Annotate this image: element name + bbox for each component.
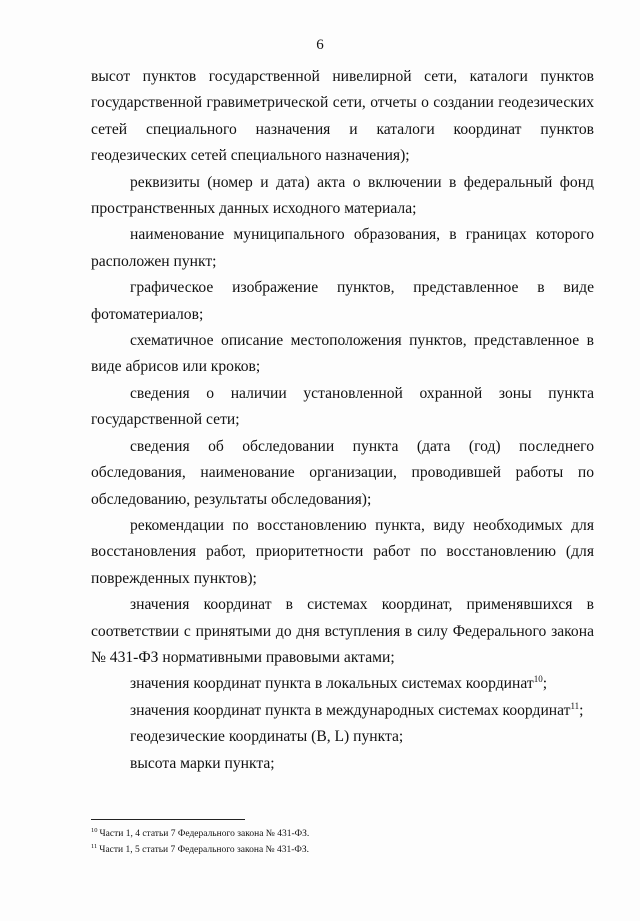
footnote-reference: 11	[570, 700, 580, 711]
body-text	[91, 64, 594, 777]
paragraph: схематичное описание местоположения пунктов, представленное в виде абрисов или кроков;	[91, 332, 594, 376]
paragraph: наименование муниципального образования, в границах которого расположен пункт;	[91, 226, 594, 270]
footnote: $^{10}$ Части 1, 4 статьи 7 Федерального закона № 431-ФЗ.	[91, 826, 310, 839]
paragraph: значения координат пункта в локальных системах координат$^{10}$;	[130, 674, 548, 693]
paragraph: значения координат в системах координат, применявшихся в соответствии с принятыми до дня вступления в силу Федерального закона № 431-ФЗ нормативными правовыми актами;	[91, 596, 594, 666]
paragraph: высота марки пункта;	[130, 754, 275, 772]
footnote-number: 11	[91, 842, 98, 850]
footnotes	[91, 826, 591, 858]
paragraph: значения координат пункта в международных системах координат$^{11}$;	[130, 700, 584, 719]
footnote-separator	[91, 819, 245, 820]
footnote-number: 10	[91, 826, 98, 834]
footnote: $^{11}$ Части 1, 5 статьи 7 Федерального закона № 431-ФЗ.	[91, 842, 310, 855]
footnote-reference: 10	[533, 674, 543, 685]
paragraph: высот пунктов государственной нивелирной сети, каталоги пунктов государственной гравиметрической сети, отчеты о создании геодезических сетей специального назначения и каталоги координат пунктов геодезических сетей специального назначения);	[91, 68, 594, 165]
page-number: 6	[316, 37, 324, 53]
paragraph: геодезические координаты (B, L) пункта;	[130, 728, 404, 746]
paragraph: графическое изображение пунктов, представленное в виде фотоматериалов;	[91, 279, 594, 323]
paragraph: реквизиты (номер и дата) акта о включении в федеральный фонд пространственных данных исходного материала;	[91, 173, 594, 218]
paragraph: сведения о наличии установленной охранной зоны пункта государственной сети;	[91, 384, 594, 429]
paragraph: сведения об обследовании пункта (дата (год) последнего обследования, наименование организации, проводившей работы по обследованию, результаты обследования);	[91, 437, 594, 508]
paragraph: рекомендации по восстановлению пункта, виду необходимых для восстановления работ, приоритетности работ по восстановлению (для поврежденных пунктов);	[91, 516, 594, 587]
